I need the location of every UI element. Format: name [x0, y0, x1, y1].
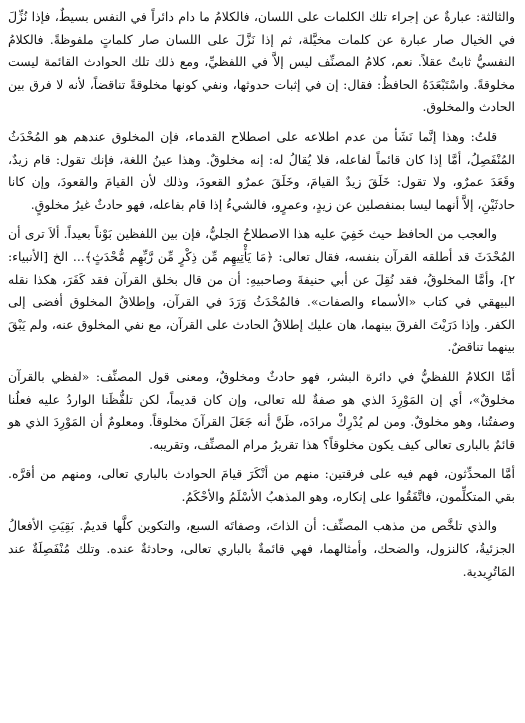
- paragraph-response-created-vs-originated: قلتُ: وهذا إنَّما نَشَأ من عدم اطلاعه على اصطلاح القدماء، فإن المخلوق عندهم هو المُحْدَثُ المُنْفَصِلُ، أمَّا إذا كان قائماً لفاعله، فلا يُقالُ له: إنه مخلوقٌ. وهذا عينُ اللغة، فإنك تقول: قام زيدٌ، وقَعَدَ عمرٌو، ولا تقول: خَلَقَ زيدٌ القيامَ، وخَلَقَ عمرٌو القعودَ، وذلك لأن القيامَ والقعودَ، وإن كانا حادثَيْنِ، إلاَّ أنهما ليسا بمنفصلين عن زيدٍ، وعمرٍو، فالشيءُ إذا قام بفاعله، فهو حادثٌ غيرُ مخلوقٍ.: [8, 128, 515, 212]
- paragraph-third-meaning: والثالثة: عبارةٌ عن إجراء تلك الكلمات على اللسان، فالكلامُ ما دام دائراً في النفس بسيطٌ، فإذا نُزِّلَ في الخيال صار عبارة عن كلمات مخيَّلة، ثم إذا نَزَّلَ على اللسان صار كلماتٍ ملفوظةً. فالكلامُ النفسيُّ ثابتٌ عقلاً. نعم، كلامُ المصنِّف ليس إلاَّ في اللفظيِّ، ومع ذلك تلك الحوادث القائمة ليست مخلوقةً. واسْتَبْعَدَهُ الحافظُ: فقال: إن في إثبات حدوثها، ونفي كونها مخلوقةً تناقضاً، لأنه لا فرق بين الحادث والمخلوق.: [8, 9, 515, 115]
- paragraph-verbal-speech: أمَّا الكلامُ اللفظيُّ في دائرة البشر، فهو حادثٌ ومخلوقٌ، ومعنى قول المصنِّف: «لفظي بالقرآن مخلوقٌ»، أي إن المَوْرِدَ الذي هو صفةٌ لله تعالى، وإن كان قديماً، لكن تلفُّظَنا الواردُ عليه فعلُنا وصفتُنا، وهو مخلوقٌ. ومن لم يُدْرِكْ مرادَه، ظَنَّ أنه جَعَلَ القرآنَ مخلوقاً. ومعلومٌ أن المَوْرِدَ الذي هو قائمٌ بالبارى تعالى كيف يكون مخلوقاً؟ هذا تقريرُ مرام المصنِّف، وتقريبه.: [8, 368, 515, 452]
- paragraph-quran-muhdath: والعجب من الحافظ حيث خَفِيَ عليه هذا الاصطلاحُ الجليُّ، فإن بين اللفظين بَوْناً بعيداً. ألاَ ترى أن المُحْدَثَ قد أطلقه القرآن بنفسه، فقال تعالى: ﴿مَا يَأْتِيهِم مِّن ذِكْرٍ مِّن رَّبِّهِم مُّحْدَثٍ﴾... الخ [الأنبياء: ٢]، وأمَّا المخلوقُ، فقد نُقِلَ عن أبي حنيفةَ وصاحبيهِ: أن من قال بخلق القرآن فقد كَفَرَ، هكذا نقله البيهقي في كتاب «الأسماء والصفات». فالمُحْدَثُ وَرَدَ في القرآن، وإطلاقُ المخلوق أفضى إلى الكفر. وإذا دَرَيْتَ الفرقَ بينهما، هان عليك إطلاقُ الحادث على القرآن، مع نفي المخلوق عنه، ولم يَبْقَ بينهما تناقضٌ.: [8, 226, 515, 355]
- paragraph-summary-doctrine: والذي تلخَّص من مذهب المصنِّف: أن الذاتَ، وصفاتَه السبع، والتكوين كلَّها قديمٌ. بَقِيَتِ الأفعالُ الجزئيةُ، كالنزول، والضحك، وأمثالهما، فهي قائمةٌ بالباري تعالى، وحادثةٌ عنده. وتلك مُنْفَصِلَةٌ عند المَاتُرِيدية.: [8, 518, 515, 579]
- paragraph-hadith-scholars: أمَّا المحدِّثون، فهم فيه على فرقتين: منهم من أنْكَرَ قيامَ الحوادث بالباري تعالى، ومنهم من أقرَّه. بقي المتكلِّمون، فاتَّفَقُوا على إنكاره، وهو المذهبُ الأسْلَمُ والأحْكَمُ.: [8, 466, 515, 504]
